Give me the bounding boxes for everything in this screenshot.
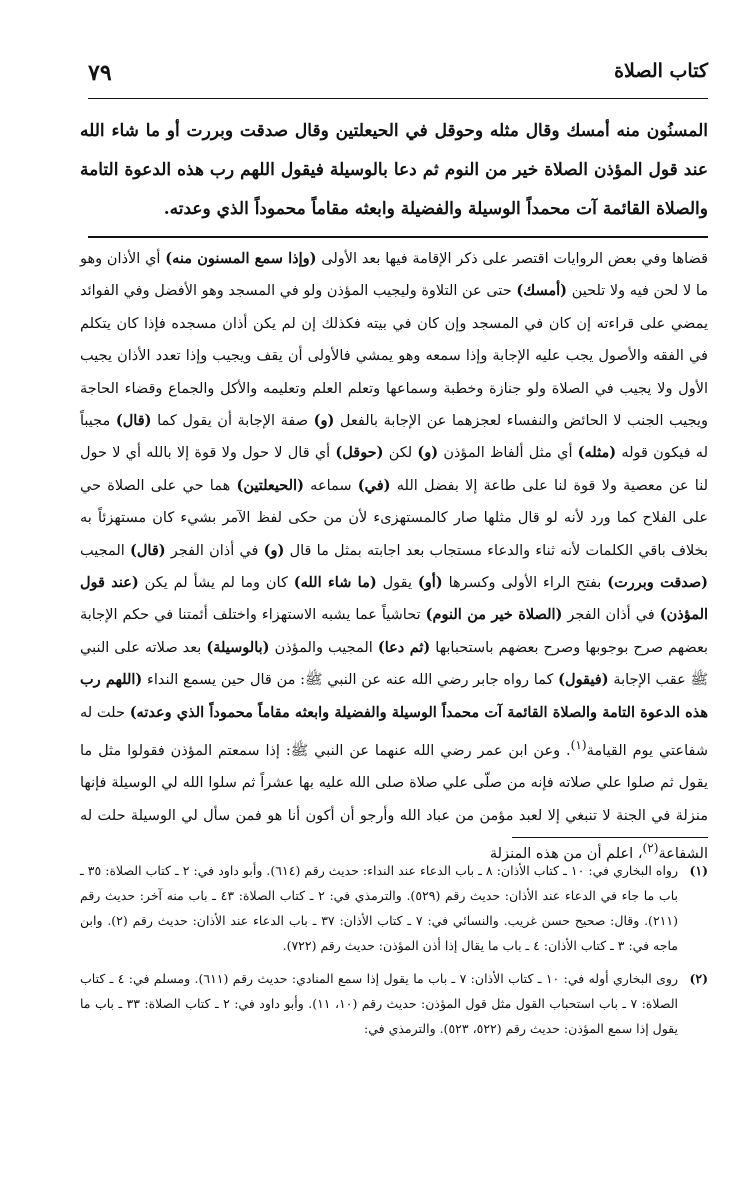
footnote-ref-1: (١) <box>570 738 587 753</box>
footnote-1 <box>80 858 708 958</box>
footnote-2 <box>80 966 708 1041</box>
main-separator <box>88 236 708 238</box>
footnote-number: (١) <box>689 863 708 878</box>
footnote-text: روى البخاري أوله في: ١٠ ـ كتاب الأذان: ٧ ـ باب ما يقول إذا سمع المنادي: حديث رقم (٦١١). ومسلم في: ٤ ـ كتاب الصلاة: ٧ ـ باب استحباب القول مثل قول المؤذن: حديث رقم (١٠، ١١). وأبو داود في: ٢ ـ كتاب الصلاة: ٣٣ ـ باب ما يقول إذا سمع المؤذن: حديث رقم (٥٢٢، ٥٢٣). والترمذي في: <box>80 971 678 1036</box>
running-title: كتاب الصلاة <box>614 60 708 82</box>
page-number: ٧٩ <box>88 60 112 86</box>
footnote-text: رواه البخاري في: ١٠ ـ كتاب الأذان: ٨ ـ باب الدعاء عند النداء: حديث رقم (٦١٤). وأبو داود في: ٢ ـ كتاب الصلاة: ٣٥ ـ باب ما جاء في الدعاء عند الأذان: حديث رقم (٥٢٩). والترمذي في: ٢ ـ كتاب الصلاة: ٤٣ ـ باب منه آخر: حديث رقم (٢١١). وقال: صحيح حسن غريب. والنسائي في: ٧ ـ كتاب الأذان: ٣٧ ـ باب الدعاء عند الأذان: حديث رقم (٢). وابن ماجه في: ٣ ـ كتاب الأذان: ٤ ـ باب ما يقال إذا أذن المؤذن: حديث رقم (٧٢٢). <box>80 863 678 953</box>
footnotes <box>80 858 708 1049</box>
page-header <box>88 58 708 99</box>
commentary-text: قضاها وفي بعض الروايات اقتصر على ذكر الإقامة فيها بعد الأولى (وإذا سمع المسنون منه) أي الأذان وهو ما لا لحن فيه ولا تلحين (أمسك) حتى عن التلاوة وليجيب المؤذن ولو في المسجد وهو الأفضل وفي الفوائد يمضي على قراءته إن كان في المسجد وإن كان في بيته فكذلك إن لم يكن أذان مسجده فإذا كان يتكلم في الفقه والأصول يجب عليه الإجابة وإذا سمعه وهو يمشي فالأولى أن يقف ويجيب وإذا تعدد الأذان يجيب الأول ولا يجيب في الصلاة ولو جنازة وخطبة وسماعها وتعلم العلم وتعليمه والأكل والجماع وقضاء الحاجة ويجيب الجنب لا الحائض والنفساء لعجزهما عن الإجابة بالفعل (و) صفة الإجابة أن يقول كما (قال) مجيباً له فيكون قوله (مثله) أي مثل ألفاظ المؤذن (و) لكن (حوقل) أي قال لا حول ولا قوة إلا بالله أي لا حول لنا عن معصية ولا قوة لنا على طاعة إلا بفضل الله (في) سماعه (الحيعلتين) هما حي على الصلاة حي على الفلاح كما ورد لأنه لو قال مثلها صار كالمستهزىء لأن من حكى لفظ الآمر بشيء كان مستهزئاً به بخلاف باقي الكلمات لأنه ثناء والدعاء مستجاب بعد اجابته بمثل ما قال (و) في أذان الفجر (قال) المجيب (صدقت وبررت) بفتح الراء الأولى وكسرها (أو) يقول (ما شاء الله) كان وما لم يشأ لم يكن (عند قول المؤذن) في أذان الفجر (الصلاة خير من النوم) تحاشياً عما يشبه الاستهزاء واختلف أئمتنا في حكم الإجابة بعضهم صرح بوجوبها وصرح بعضهم باستحبابها (ثم دعا) المجيب والمؤذن (بالوسيلة) بعد صلاته على النبي ﷺ عقب الإجابة (فيقول) كما رواه جابر رضي الله عنه عن النبي ﷺ: من قال حين يسمع النداء (اللهم رب هذه الدعوة التامة والصلاة القائمة آت محمداً الوسيلة والفضيلة وابعثه مقاماً محموداً الذي وعدته) حلت له شفاعتي يوم القيامة$^{(١)}$. وعن ابن عمر رضي الله عنهما عن النبي ﷺ: إذا سمعتم المؤذن فقولوا مثل ما يقول ثم صلوا علي صلاته فإنه من صلّى علي صلاة صلى الله عليه بها عشراً ثم سلوا الله لي الوسيلة فإنها منزلة في الجنة لا تنبغي إلا لعبد مؤمن من عباد الله وأرجو أن أكون أنا هو فمن سأل لي الوسيلة حلت له الشفاعة$^{(٢)}$، اعلم أن من هذه المنزلة <box>80 250 709 862</box>
matn-text: المسنُون منه أمسك وقال مثله وحوقل في الحيعلتين وقال صدقت وبررت أو ما شاء الله عند قول المؤذن الصلاة خير من النوم ثم دعا بالوسيلة فيقول اللهم رب هذه الدعوة التامة والصلاة القائمة آت محمداً الوسيلة والفضيلة وابعثه مقاماً محموداً الذي وعدته. <box>80 121 708 219</box>
footnote-number: (٢) <box>689 971 708 986</box>
footnote-separator <box>512 837 708 838</box>
footnote-ref-2: (٢) <box>642 841 659 856</box>
